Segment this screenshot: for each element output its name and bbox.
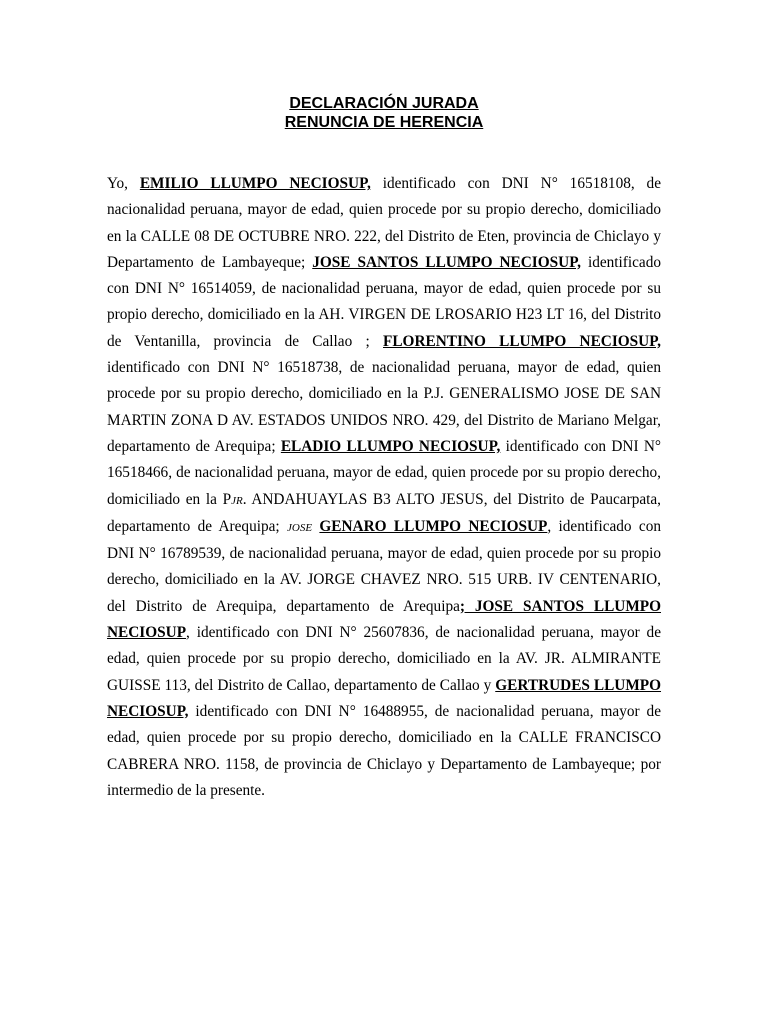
person-name-genaro: GENARO LLUMPO NECIOSUP — [319, 517, 548, 535]
italic-abbreviation-jr: JR — [231, 494, 243, 507]
text-segment: identificado con DNI N° 16518738, de nacionalidad peruana, mayor de edad, quien procede por su propio derecho, domiciliado en la P.J. GENERALISMO JOSE DE SAN MARTIN ZONA D AV. ESTADOS UNIDOS NRO. 429, del Distrito de Mariano Melgar, departamento de Arequipa; — [107, 359, 661, 455]
text-segment: , identificado con DNI N° 25607836, de nacionalidad peruana, mayor de edad, quien procede por su propio derecho, domiciliado en la AV. JR. ALMIRANTE GUISSE 113, del Distrito de Callao, departamento de Callao y — [107, 624, 661, 694]
text-segment: identificado con DNI N° 16514059, de nacionalidad peruana, mayor de edad, quien procede por su propio derecho, domiciliado en la AH. VIRGEN DE LROSARIO H23 LT 16, del Distrito de Ventanilla, provincia de Callao ; — [107, 253, 661, 350]
person-name-jose-santos-2: ; JOSE SANTOS LLUMPO NECIOSUP — [107, 597, 661, 642]
declaration-paragraph — [107, 171, 661, 804]
person-name-gertrudes: GERTRUDES LLUMPO NECIOSUP, — [107, 676, 662, 720]
person-name-emilio: EMILIO LLUMPO NECIOSUP, — [139, 175, 371, 192]
title-renuncia-de-herencia: RENUNCIA DE HERENCIA — [284, 114, 484, 131]
text-segment: identificado con DNI N° 16518108, de nacionalidad peruana, mayor de edad, quien procede por su propio derecho, domiciliado en la CALLE 08 DE OCTUBRE NRO. 222, del Distrito de Eten, provincia de Chiclayo y Departamento de Lambayeque; — [107, 175, 661, 271]
text-segment: identificado con DNI N° 16518466, de nacionalidad peruana, mayor de edad, quien procede por su propio derecho, domiciliado en la P — [107, 437, 661, 508]
title-declaracion-jurada: DECLARACIÓN JURADA — [289, 95, 479, 112]
text-segment: , identificado con DNI N° 16789539, de nacionalidad peruana, mayor de edad, quien procede por su propio derecho, domiciliado en la AV. JORGE CHAVEZ NRO. 515 URB. IV CENTENARIO, del Distrito de Arequipa, departamento de Arequipa — [107, 517, 662, 615]
person-name-jose-santos: JOSE SANTOS LLUMPO NECIOSUP, — [312, 253, 581, 271]
person-name-eladio: ELADIO LLUMPO NECIOSUP, — [280, 437, 501, 455]
text-segment: identificado con DNI N° 16488955, de nacionalidad peruana, mayor de edad, quien procede por su propio derecho, domiciliado en la CALLE FRANCISCO CABRERA NRO. 1158, de provincia de Chiclayo y Departamento de Lambayeque; por intermedio de la presente. — [107, 702, 661, 799]
text-segment: . ANDAHUAYLAS B3 ALTO JESUS, del Distrito de Paucarpata, departamento de Arequipa; — [107, 490, 661, 535]
text-segment: Yo, — [107, 175, 140, 192]
document-title — [0, 94, 768, 132]
italic-name-jose: JOSE — [287, 521, 313, 534]
person-name-florentino: FLORENTINO LLUMPO NECIOSUP, — [383, 332, 661, 350]
